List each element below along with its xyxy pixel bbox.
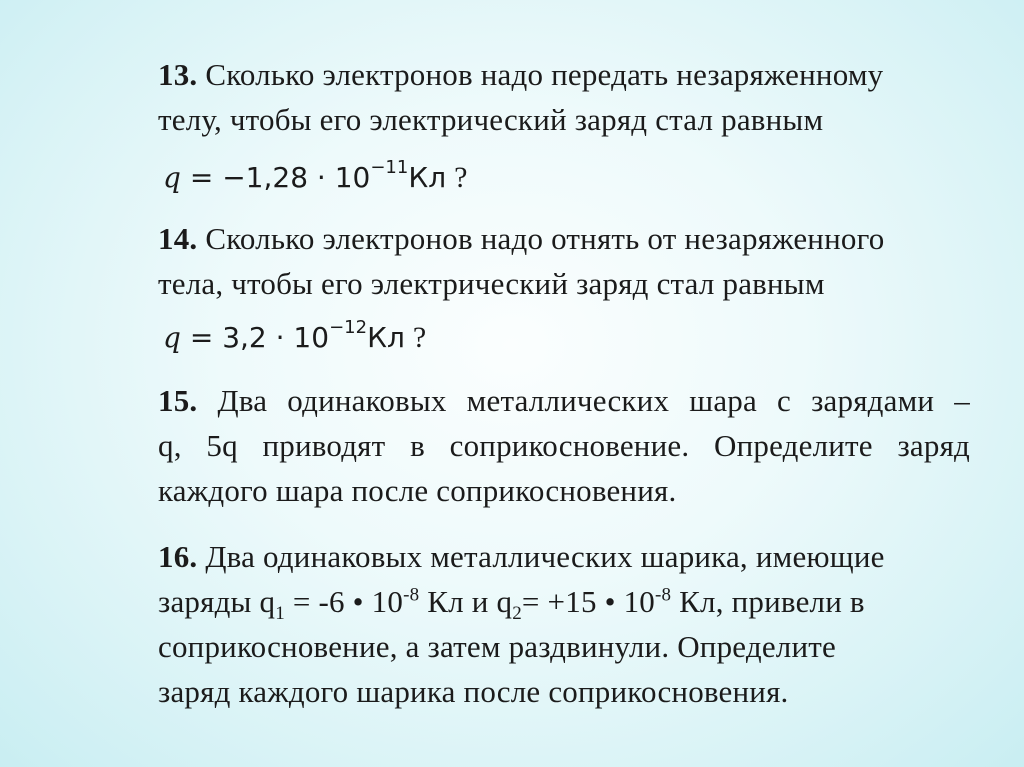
problem-number: 15.: [158, 383, 198, 418]
problem-15: [158, 378, 970, 513]
formula-exponent: −11: [370, 156, 409, 178]
problem-15-line-3: каждого шара после соприкосновения.: [158, 473, 677, 508]
problem-number: 16.: [158, 539, 198, 574]
problem-13-line-1: 13. Сколько электронов надо передать незаряженному: [158, 57, 884, 92]
question-mark: ?: [412, 321, 427, 354]
subscript: 1: [275, 603, 285, 625]
problem-16-line-2: заряды $q_1 = -6$ • $10^{-8}$ Кл и $q_2= +15$ • $10^{-8}$ Кл, привели в: [158, 584, 865, 625]
formula-exponent: −12: [329, 316, 368, 338]
formula-variable: q: [163, 161, 181, 194]
superscript: -8: [655, 584, 672, 606]
formula-expression: = −1,28 · 10: [189, 161, 371, 194]
formula-unit: Кл: [408, 161, 447, 194]
formula-14: [163, 318, 426, 358]
problem-15-line-2: q, 5q приводят в соприкосновение. Определите заряд: [158, 428, 970, 463]
question-mark: ?: [454, 161, 468, 194]
formula-13: [163, 158, 467, 198]
formula-variable: q: [163, 321, 181, 354]
problem-15-line-1: 15. Два одинаковых металлических шара с зарядами –: [158, 383, 971, 418]
problem-16-line-4: заряд каждого шарика после соприкосновения.: [158, 674, 789, 709]
formula-expression: = 3,2 · 10: [189, 321, 330, 354]
problem-14-line-2: тела, чтобы его электрический заряд стал равным: [158, 266, 825, 301]
formula-unit: Кл: [367, 321, 405, 354]
problem-16-line-3: соприкосновение, а затем раздвинули. Определите: [158, 629, 836, 664]
problem-number: 13.: [158, 57, 198, 92]
problem-number: 14.: [158, 221, 198, 256]
problem-16: [158, 534, 970, 714]
problem-14-line-1: 14. Сколько электронов надо отнять от незаряженного: [158, 221, 885, 256]
superscript: -8: [403, 584, 420, 606]
subscript: 2: [512, 603, 522, 625]
problem-16-line-1: 16. Два одинаковых металлических шарика, имеющие: [158, 539, 885, 574]
problem-13-line-2: телу, чтобы его электрический заряд стал равным: [158, 102, 824, 137]
problem-13: [158, 52, 970, 142]
problem-14: [158, 216, 970, 306]
